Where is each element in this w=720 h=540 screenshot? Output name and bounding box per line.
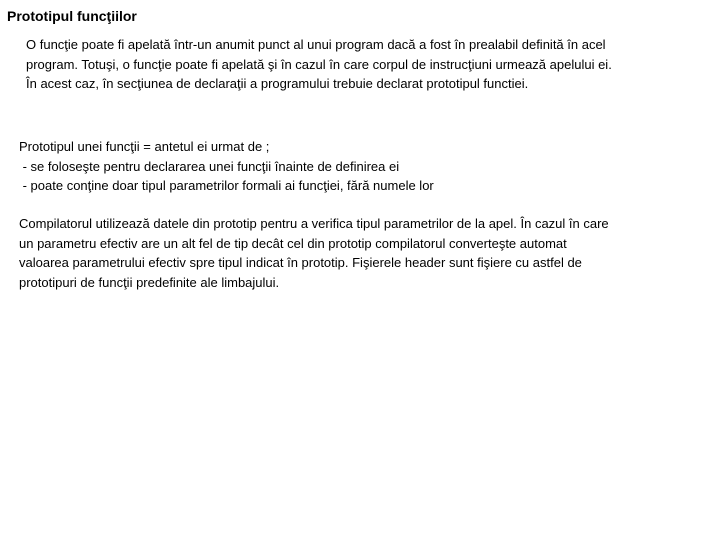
definition-line: Prototipul unei funcţii = antetul ei urmat de ; [19,139,270,154]
compiler-paragraph-line: un parametru efectiv are un alt fel de tip decât cel din prototip compilatorul converteşte automat [19,235,567,251]
intro-paragraph-line: În acest caz, în secţiunea de declaraţii a programului trebuie declarat prototipul functiei. [26,76,529,91]
compiler-paragraph-line: Compilatorul utilizează datele din prototip pentru a verifica tipul parametrilor de la apel. În cazul în care [19,216,609,231]
compiler-paragraph-line: prototipuri de funcţii predefinite ale limbajului. [19,274,280,290]
compiler-paragraph-line: valoarea parametrului efectiv spre tipul indicat în prototip. Fişierele header sunt fişiere cu astfel de [19,255,582,270]
compiler-paragraph [19,214,609,292]
page-title: Prototipul funcţiilor [7,8,137,24]
definition-bullet: - se foloseşte pentru declararea unei funcţii înainte de definirea ei [19,158,400,174]
intro-paragraph-line: program. Totuşi, o funcţie poate fi apelată şi în cazul în care corpul de instrucţiuni urmează apelului ei. [26,56,612,72]
intro-paragraph-line: O funcţie poate fi apelată într-un anumit punct al unui program dacă a fost în prealabil definită în acel [26,37,606,52]
definition-bullet: - poate conţine doar tipul parametrilor formali ai funcţiei, fără numele lor [19,178,434,193]
prototype-definition-paragraph [19,137,434,196]
intro-paragraph [26,35,612,94]
